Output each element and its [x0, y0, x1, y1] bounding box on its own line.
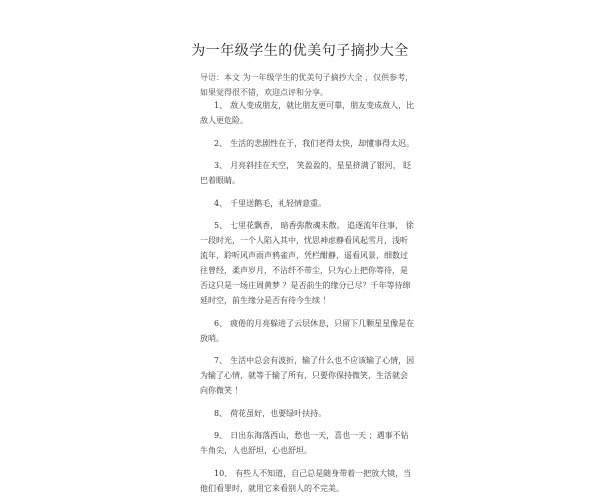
item-text: 生活中总会有波折，输了什么也不应该输了心情，因为输了心情，就等于输了所有，只要你保持微笑，生活就会向你微笑 ！ — [200, 356, 415, 395]
sentence-list — [200, 98, 415, 503]
item-number: 1、 — [214, 101, 228, 110]
item-number: 6、 — [214, 318, 228, 328]
list-item — [200, 353, 415, 398]
list-item — [200, 316, 415, 346]
item-text: 生活的悲剧性在于，我们老得太快，却懂事得太迟。 — [230, 138, 415, 148]
item-text: 有些人不知道，自己总是随身带着一把放大镜，当他们看罪时，就用它来看别人的不完美。 — [200, 468, 412, 493]
item-text: 千里送鹅毛，礼轻情意重。 — [230, 198, 327, 208]
item-number: 10、 — [214, 468, 233, 478]
intro-text: 本文 为一年级学生的优美句子摘抄大全 ，仅供参考，如果觉得很不错，欢迎点评和分享。 — [200, 73, 414, 97]
list-item — [200, 406, 415, 421]
item-number: 9、 — [214, 431, 228, 440]
item-text: 敌人变成朋友，就比朋友更可靠，朋友变成敌人，比敌人更危险。 — [200, 101, 415, 125]
item-text: 月亮斜挂在天空， 笑盈盈的，星星挤满了银河， 眨巴着眼睛。 — [200, 161, 412, 185]
intro-tag: 导语： — [200, 73, 224, 82]
list-item — [200, 218, 415, 308]
list-item — [200, 466, 415, 496]
intro-paragraph — [200, 70, 415, 100]
list-item — [200, 196, 415, 211]
item-number: 5、 — [214, 221, 228, 230]
item-text: 疲倦的月亮躲进了云层休息，只留下几颗星星像是在放哨。 — [200, 318, 415, 343]
item-text: 七里花飘香， 暗香弥散魂未散。 追逐流年往事， 徐一段时光，一个人陷入其中，忧思神虑静看风起雪月，浅听流年，聆听风声雨声鸦雀声，凭栏酣静，遥看风景，细数过往曾经，柔声岁月，不沾纤不带尘，只为心上把你等待，是否这只是一场庄周黄梦 ？是否前生的缘分已尽？千年等待绵延时空，前生缘分是否有待今生续 ！ — [200, 221, 414, 305]
item-text: 荷花虽好，也要绿叶扶持。 — [230, 408, 327, 418]
document-title: 为一年级学生的优美句子摘抄大全 — [191, 43, 409, 59]
item-number: 4、 — [214, 198, 228, 208]
list-item — [200, 136, 415, 151]
item-number: 8、 — [214, 408, 228, 418]
list-item — [200, 158, 415, 188]
item-text: 日出东海落西山，愁也一天，喜也一天 ；遇事不钻牛角尖，人也舒坦，心也舒坦。 — [200, 431, 409, 455]
item-number: 7、 — [214, 356, 228, 365]
list-item — [200, 428, 415, 458]
item-number: 3、 — [214, 161, 228, 170]
item-number: 2、 — [214, 138, 228, 148]
list-item — [200, 98, 415, 128]
